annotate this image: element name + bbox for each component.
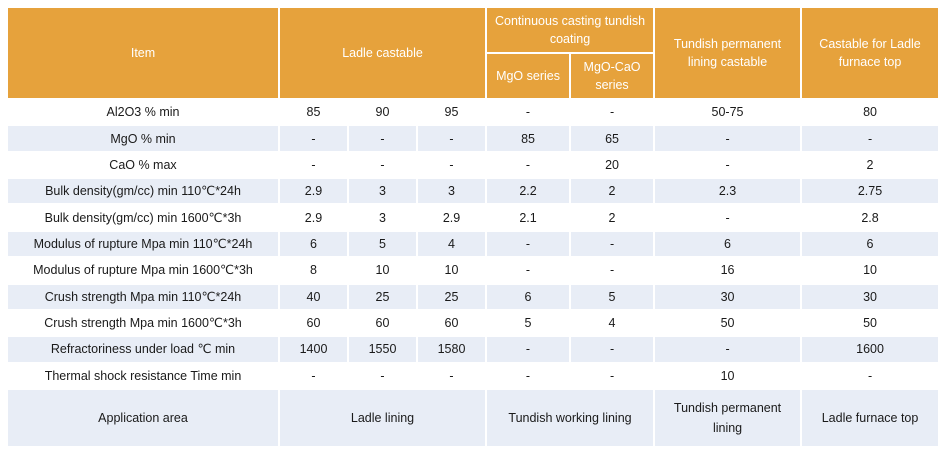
table-cell: 95 bbox=[418, 100, 485, 124]
table-cell: - bbox=[418, 126, 485, 150]
table-cell: 2.9 bbox=[418, 205, 485, 229]
table-cell: 50 bbox=[655, 311, 800, 335]
table-cell: - bbox=[487, 337, 569, 361]
table-cell: 2.9 bbox=[280, 205, 347, 229]
table-cell: 30 bbox=[802, 285, 938, 309]
row-item-label: Thermal shock resistance Time min bbox=[8, 364, 278, 388]
table-cell: 80 bbox=[802, 100, 938, 124]
table-cell: 6 bbox=[802, 232, 938, 256]
table-cell: 20 bbox=[571, 153, 653, 177]
table-cell: - bbox=[571, 232, 653, 256]
table-cell: 2.3 bbox=[655, 179, 800, 203]
table-cell: 8 bbox=[280, 258, 347, 282]
row-item-label: Al2O3 % min bbox=[8, 100, 278, 124]
table-row bbox=[8, 258, 938, 282]
table-cell: 40 bbox=[280, 285, 347, 309]
table-cell: 2.75 bbox=[802, 179, 938, 203]
table-cell: 60 bbox=[349, 311, 416, 335]
table-cell: - bbox=[571, 337, 653, 361]
table-cell: 6 bbox=[487, 285, 569, 309]
table-cell: 2 bbox=[571, 205, 653, 229]
table-row bbox=[8, 153, 938, 177]
application-label: Application area bbox=[8, 390, 278, 446]
table-cell: - bbox=[349, 126, 416, 150]
header-tundish-permanent: Tundish permanent lining castable bbox=[655, 8, 800, 98]
table-cell: 6 bbox=[655, 232, 800, 256]
table-body bbox=[8, 100, 938, 388]
table-cell: 10 bbox=[349, 258, 416, 282]
table-cell: 25 bbox=[418, 285, 485, 309]
application-tundish-working: Tundish working lining bbox=[487, 390, 653, 446]
header-item: Item bbox=[8, 8, 278, 98]
table-row bbox=[8, 311, 938, 335]
table-cell: - bbox=[349, 364, 416, 388]
table-cell: - bbox=[487, 232, 569, 256]
row-item-label: MgO % min bbox=[8, 126, 278, 150]
table-cell: 2.2 bbox=[487, 179, 569, 203]
header-mgo-series: MgO series bbox=[487, 54, 569, 98]
table-cell: 1580 bbox=[418, 337, 485, 361]
table-cell: 60 bbox=[280, 311, 347, 335]
table-cell: 1400 bbox=[280, 337, 347, 361]
table-row bbox=[8, 205, 938, 229]
table-cell: - bbox=[280, 153, 347, 177]
table-cell: - bbox=[280, 126, 347, 150]
table-row bbox=[8, 126, 938, 150]
table-cell: 3 bbox=[418, 179, 485, 203]
table-cell: - bbox=[487, 364, 569, 388]
application-furnace-top: Ladle furnace top bbox=[802, 390, 938, 446]
table-cell: 10 bbox=[418, 258, 485, 282]
table-row bbox=[8, 100, 938, 124]
table-cell: 25 bbox=[349, 285, 416, 309]
table-cell: - bbox=[655, 126, 800, 150]
header-ladle-castable: Ladle castable bbox=[280, 8, 485, 98]
row-item-label: Modulus of rupture Mpa min 1600℃*3h bbox=[8, 258, 278, 282]
table-cell: - bbox=[655, 205, 800, 229]
table-cell: 2.1 bbox=[487, 205, 569, 229]
refractory-spec-table bbox=[6, 6, 940, 448]
table-cell: 6 bbox=[280, 232, 347, 256]
table-cell: - bbox=[418, 153, 485, 177]
table-cell: 16 bbox=[655, 258, 800, 282]
table-cell: 2 bbox=[571, 179, 653, 203]
table-row bbox=[8, 285, 938, 309]
table-cell: - bbox=[280, 364, 347, 388]
table-cell: 2.8 bbox=[802, 205, 938, 229]
header-mgo-cao-series: MgO-CaO series bbox=[571, 54, 653, 98]
table-cell: 85 bbox=[280, 100, 347, 124]
table-cell: 4 bbox=[418, 232, 485, 256]
table-row bbox=[8, 179, 938, 203]
table-cell: - bbox=[571, 258, 653, 282]
table-row bbox=[8, 364, 938, 388]
table-cell: 4 bbox=[571, 311, 653, 335]
application-ladle: Ladle lining bbox=[280, 390, 485, 446]
table-cell: 85 bbox=[487, 126, 569, 150]
row-item-label: Bulk density(gm/cc) min 110℃*24h bbox=[8, 179, 278, 203]
table-cell: 3 bbox=[349, 179, 416, 203]
table-cell: - bbox=[802, 126, 938, 150]
table-cell: - bbox=[487, 153, 569, 177]
application-tundish-permanent: Tundish permanent lining bbox=[655, 390, 800, 446]
table-cell: - bbox=[655, 153, 800, 177]
table-row bbox=[8, 337, 938, 361]
table-cell: 60 bbox=[418, 311, 485, 335]
table-cell: - bbox=[571, 100, 653, 124]
table-cell: - bbox=[418, 364, 485, 388]
table-cell: 3 bbox=[349, 205, 416, 229]
table-cell: - bbox=[655, 337, 800, 361]
table-cell: - bbox=[802, 364, 938, 388]
table-row bbox=[8, 232, 938, 256]
table-cell: 50 bbox=[802, 311, 938, 335]
table-cell: - bbox=[349, 153, 416, 177]
header-furnace-top: Castable for Ladle furnace top bbox=[802, 8, 938, 98]
header-tundish-coating: Continuous casting tundish coating bbox=[487, 8, 653, 52]
table-cell: 90 bbox=[349, 100, 416, 124]
application-row bbox=[8, 390, 938, 446]
row-item-label: Crush strength Mpa min 110℃*24h bbox=[8, 285, 278, 309]
row-item-label: Bulk density(gm/cc) min 1600℃*3h bbox=[8, 205, 278, 229]
table-cell: 2 bbox=[802, 153, 938, 177]
table-cell: 10 bbox=[802, 258, 938, 282]
table-cell: 5 bbox=[349, 232, 416, 256]
table-cell: - bbox=[487, 100, 569, 124]
table-cell: 1600 bbox=[802, 337, 938, 361]
table-cell: 10 bbox=[655, 364, 800, 388]
table-cell: 1550 bbox=[349, 337, 416, 361]
table-cell: - bbox=[571, 364, 653, 388]
table-cell: 5 bbox=[571, 285, 653, 309]
table-cell: 30 bbox=[655, 285, 800, 309]
table-cell: 2.9 bbox=[280, 179, 347, 203]
row-item-label: Crush strength Mpa min 1600℃*3h bbox=[8, 311, 278, 335]
row-item-label: CaO % max bbox=[8, 153, 278, 177]
table-cell: - bbox=[487, 258, 569, 282]
row-item-label: Refractoriness under load ℃ min bbox=[8, 337, 278, 361]
table-cell: 5 bbox=[487, 311, 569, 335]
table-cell: 65 bbox=[571, 126, 653, 150]
row-item-label: Modulus of rupture Mpa min 110℃*24h bbox=[8, 232, 278, 256]
table-cell: 50-75 bbox=[655, 100, 800, 124]
